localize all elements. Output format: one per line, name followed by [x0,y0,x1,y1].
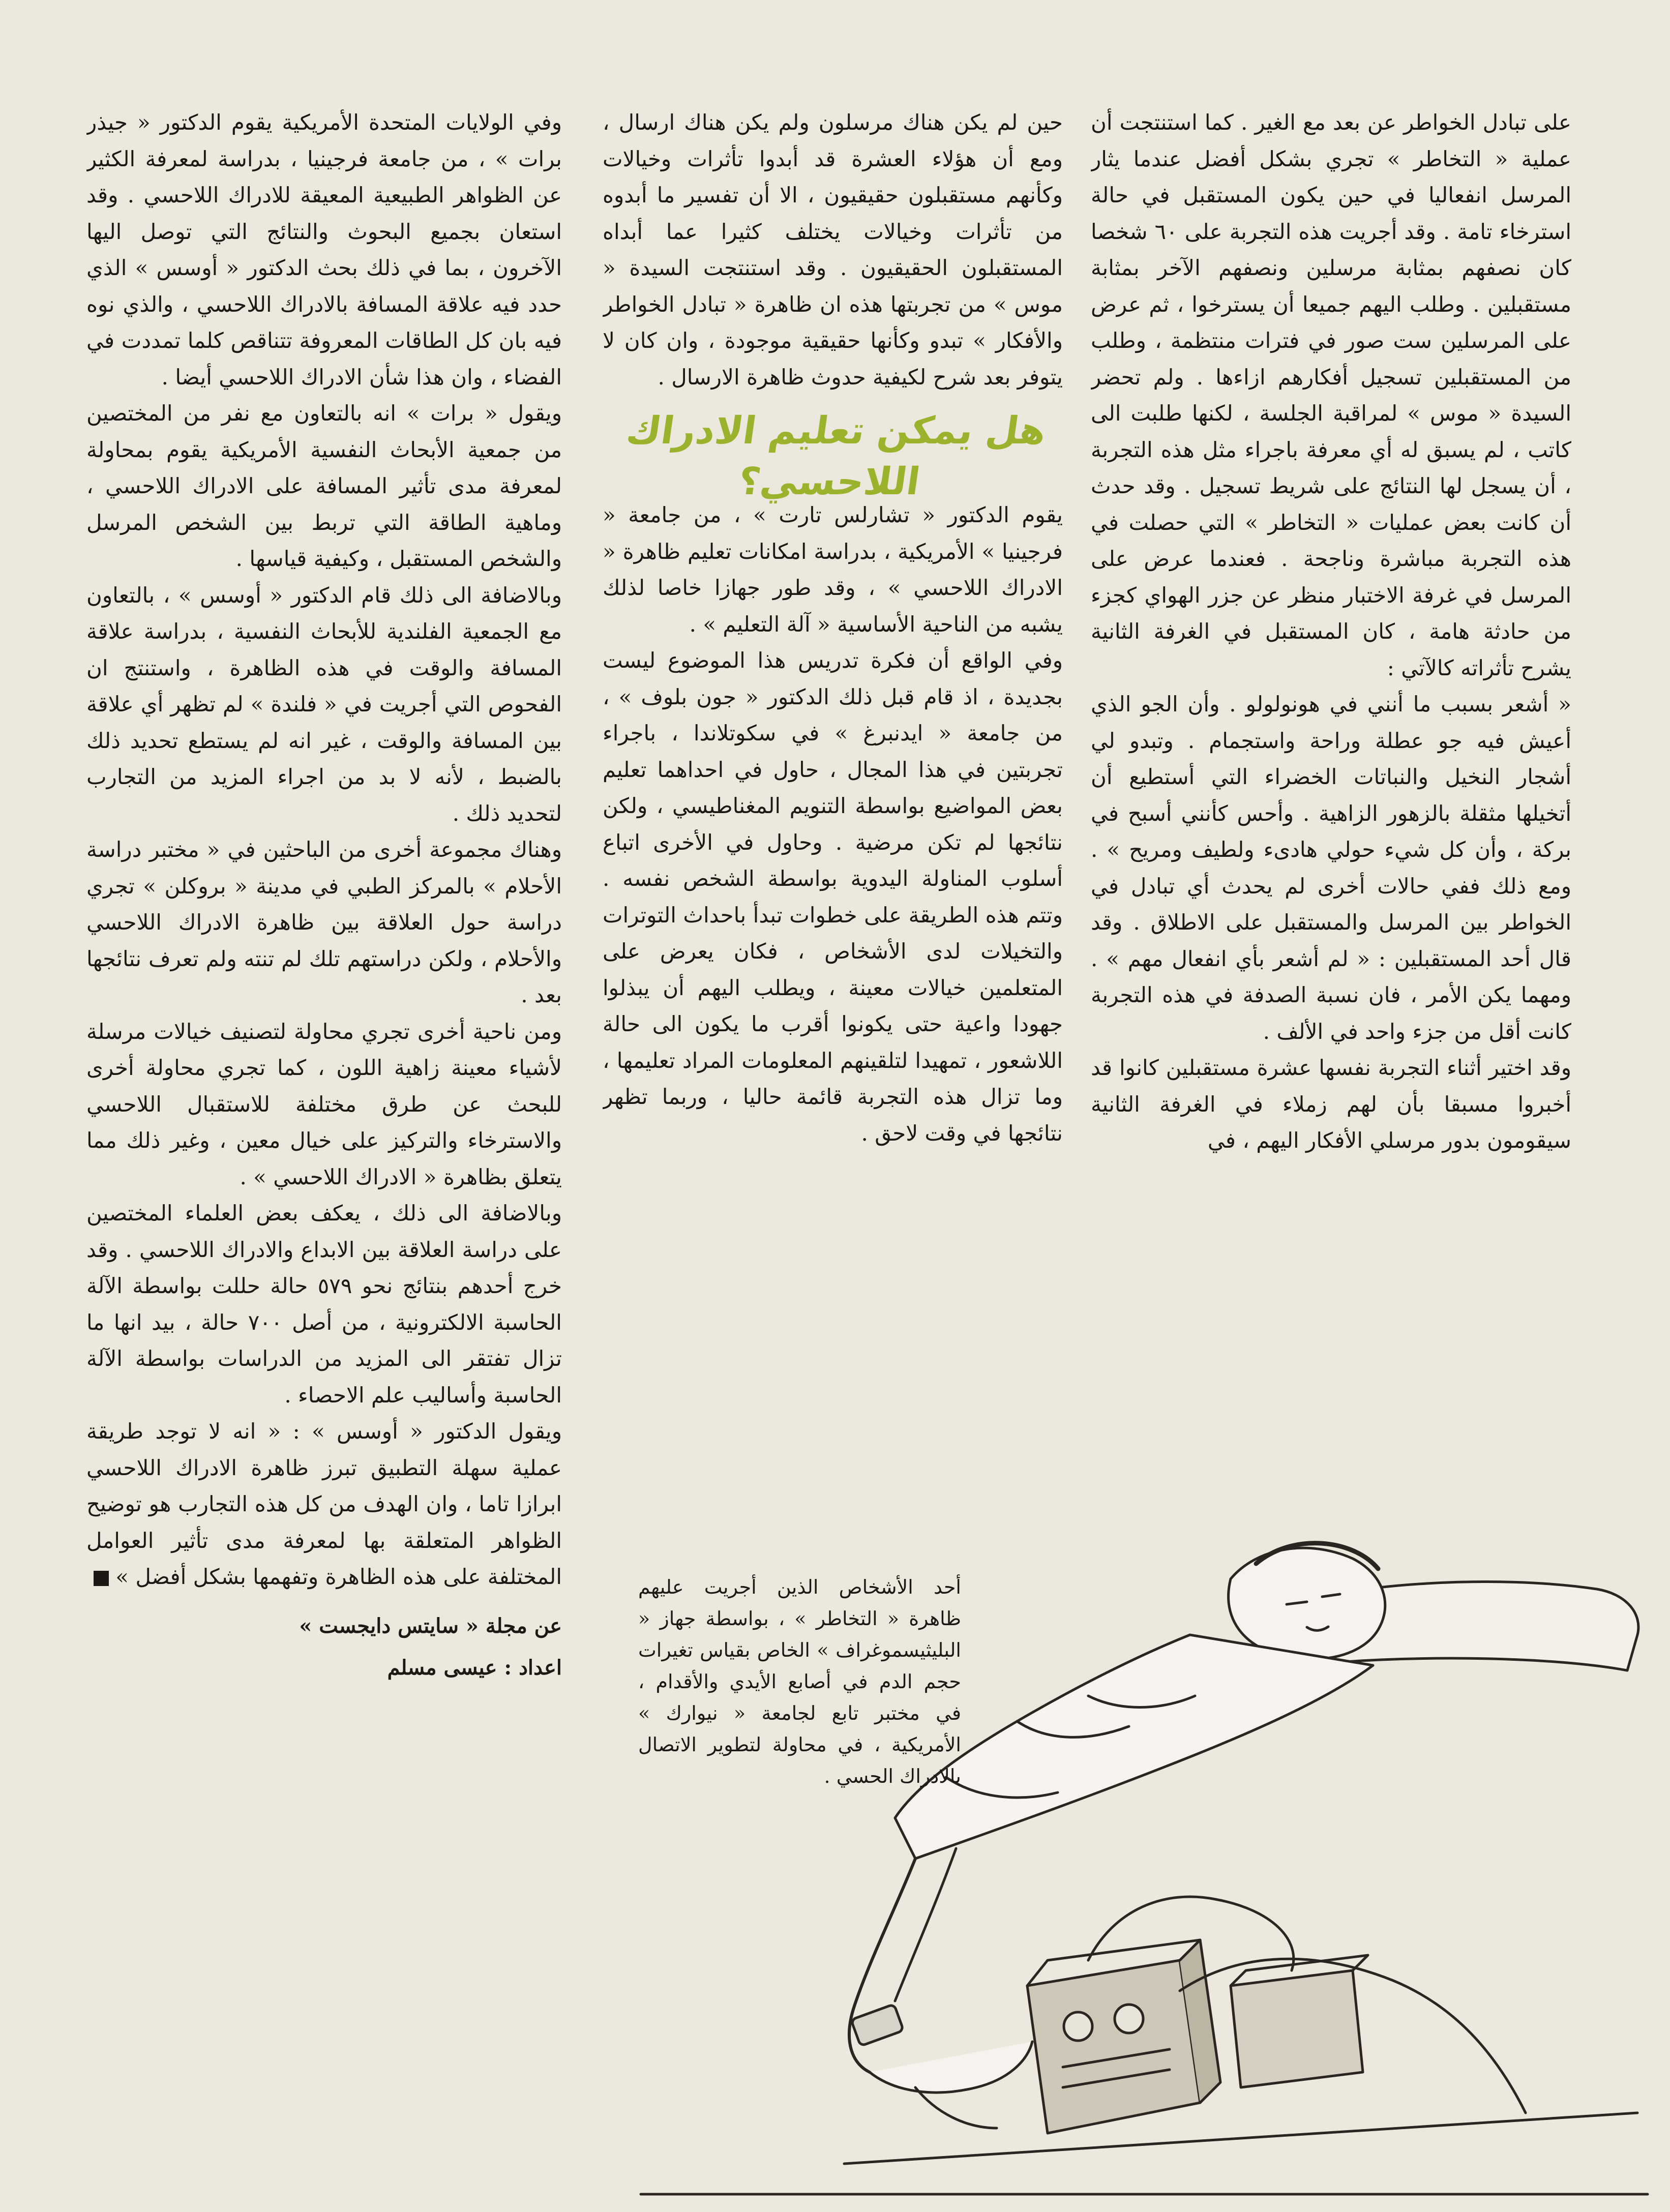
paragraph: « أشعر بسبب ما أنني في هونولولو . وأن الجو الذي أعيش فيه جو عطلة وراحة واستجمام . وتبدو لي أشجار النخيل والنباتات الخضراء التي أستطيع أن أتخيلها مثقلة بالزهور الزاهية . وأحس كأنني أسبح في بركة ، وأن كل شيء حولي هادىء ولطيف ومريح » . ومع ذلك ففي حالات أخرى لم يحدث أي تبادل في الخواطر بين المرسل والمستقبل على الاطلاق . وقد قال أحد المستقبلين : « لم أشعر بأي انفعال مهم » . ومهما يكن الأمر ، فان نسبة الصدفة في هذه التجربة كانت أقل من جزء واحد في الألف . [1091,692,1571,1044]
author-credit: اعداد : عيسى مسلم [387,1655,562,1680]
paragraph: يقوم الدكتور « تشارلس تارت » ، من جامعة « فرجينيا » الأمريكية ، بدراسة امكانات تعليم ظاهرة « الادراك اللاحسي » ، وقد طور جهازا خاصا لذلك يشبه من الناحية الأساسية « آلة التعليم » . [603,502,1063,637]
closing-quote-paragraph: ويقول الدكتور « أوسس » : « انه لا توجد طريقة عملية سهلة التطبيق تبرز ظاهرة الادراك اللاحسي ابرازا تاما ، وان الهدف من كل هذه التجارب هو توضيح الظواهر المتعلقة بها لمعرفة مدى تأثير العوامل المختلفة على هذه الظاهرة وتفهمها بشكل أفضل » [86,1419,562,1589]
paragraph: وبالاضافة الى ذلك قام الدكتور « أوسس » ، بالتعاون مع الجمعية الفلندية للأبحاث النفسية ، بدراسة علاقة المسافة والوقت في هذه الظاهرة ، واستنتج ان الفحوص التي أجريت في « فلندة » لم تظهر أي علاقة بين المسافة والوقت ، غير انه لم يستطع تحديد ذلك بالضبط ، لأنه لا بد من اجراء المزيد من التجارب لتحديد ذلك . [86,582,562,826]
paragraph: وفي الواقع أن فكرة تدريس هذا الموضوع ليست بجديدة ، اذ قام قبل ذلك الدكتور « جون بلوف » ، من جامعة « ايدنبرغ » في سكوتلاندا ، باجراء تجربتين في هذا المجال ، حاول في احداهما تعليم بعض المواضيع بواسطة التنويم المغناطيسي ، ولكن نتائجها لم تكن مرضية . وحاول في الأخرى اتباع أسلوب المناولة اليدوية بواسطة الشخص نفسه . وتتم هذه الطريقة على خطوات تبدأ باحداث التوترات والتخيلات لدى الأشخاص ، فكان يعرض على المتعلمين خيالات معينة ، ويطلب اليهم أن يبذلوا جهودا واعية حتى يكونوا أقرب ما يكون الى حالة اللاشعور ، تمهيدا لتلقينهم المعلومات المراد تعليمها ، وما تزال هذه التجربة قائمة حاليا ، وربما تظهر نتائجها في وقت لاحق . [603,648,1063,1146]
article-column-left [86,104,562,2148]
article-column-middle [603,104,1063,1518]
article-column-right [1091,104,1571,1543]
paragraph: وقد اختير أثناء التجربة نفسها عشرة مستقبلين كانوا قد أخبروا مسبقا بأن لهم زملاء في الغرفة الثانية سيقومون بدور مرسلي الأفكار اليهم ، في [1091,1055,1571,1153]
paragraph: وبالاضافة الى ذلك ، يعكف بعض العلماء المختصين على دراسة العلاقة بين الابداع والادراك اللاحسي . وقد خرج أحدهم بنتائج نحو ٥٧٩ حالة حللت بواسطة الآلة الحاسبة الالكترونية ، من أصل ٧٠٠ حالة ، بيد انها ما تزال تفتقر الى المزيد من الدراسات بواسطة الآلة الحاسبة وأساليب علم الاحصاء . [86,1201,562,1408]
paragraph [86,1413,562,1595]
image-caption: أحد الأشخاص الذين أجريت عليهم ظاهرة « التخاطر » ، بواسطة جهاز « البليثيسموغراف » الخاص بقياس تغيرات حجم الدم في أصابع الأيدي والأقدام ، في مختبر تابع لجامعة « نيوارك » الأمريكية ، في محاولة لتطوير الاتصال بالادراك الحسي . [638,1576,961,1787]
paragraph: حين لم يكن هناك مرسلون ولم يكن هناك ارسال ، ومع أن هؤلاء العشرة قد أبدوا تأثرات وخيالات وكأنهم مستقبلون حقيقيون ، الا أن تفسير ما أبدوه من تأثرات وخيالات يختلف كثيرا عما أبداه المستقبلون الحقيقيون . وقد استنتجت السيدة « موس » من تجربتها هذه ان ظاهرة « تبادل الخواطر والأفكار » تبدو وكأنها حقيقية موجودة ، وان كان لا يتوفر بعد شرح لكيفية حدوث ظاهرة الارسال . [603,110,1063,390]
article-credits [86,1605,562,1689]
paragraph: وفي الولايات المتحدة الأمريكية يقوم الدكتور « جيذر برات » ، من جامعة فرجينيا ، بدراسة لمعرفة الكثير عن الظواهر الطبيعية المعيقة للادراك اللاحسي . وقد استعان بجميع البحوث والنتائج التي توصل اليها الآخرون ، بما في ذلك بحث الدكتور « أوسس » الذي حدد فيه علاقة المسافة بالادراك اللاحسي ، والذي نوه فيه بان كل الطاقات المعروفة تتناقص كلما تمددت في الفضاء ، وان هذا شأن الادراك اللاحسي أيضا . [86,110,562,390]
source-credit: عن مجلة « سايتس دايجست » [299,1613,562,1638]
paragraph: ويقول « برات » انه بالتعاون مع نفر من المختصين من جمعية الأبحاث النفسية الأمريكية يقوم بمحاولة لمعرفة مدى تأثير المسافة على الادراك اللاحسي ، وماهية الطاقة التي تربط بين الشخص المرسل والشخص المستقبل ، وكيفية قياسها . [86,401,562,571]
paragraph: على تبادل الخواطر عن بعد مع الغير . كما استنتجت أن عملية « التخاطر » تجري بشكل أفضل عندما يثار المرسل انفعاليا في حين يكون المستقبل في حالة استرخاء تامة . وقد أجريت هذه التجربة على ٦٠ شخصا كان نصفهم بمثابة مرسلين ونصفهم الآخر بمثابة مستقبلين . وطلب اليهم جميعا أن يسترخوا ، ثم عرض على المرسلين ست صور في فترات منتظمة ، وطلب من المستقبلين تسجيل أفكارهم ازاءها . ولم تحضر السيدة « موس » لمراقبة الجلسة ، لكنها طلبت الى كاتب ، لم يسبق له أي معرفة باجراء مثل هذه التجربة ، أن يسجل لها النتائج على شريط تسجيل . وقد حدث أن كانت بعض عمليات « التخاطر » التي حصلت في هذه التجربة مباشرة وناجحة . فعندما عرض على المرسل في غرفة الاختبار منظر عن جزر الهواي كجزء من حادثة هامة ، كان المستقبل في الغرفة الثانية يشرح تأثراته كالآتي : [1091,110,1571,680]
paragraph: ومن ناحية أخرى تجري محاولة لتصنيف خيالات مرسلة لأشياء معينة زاهية اللون ، كما تجري محاولة أخرى للبحث عن طرق مختلفة للاستقبال اللاحسي والاسترخاء والتركيز على خيال معين ، وغير ذلك مما يتعلق بظاهرة « الادراك اللاحسي » . [86,1019,562,1189]
section-heading [603,395,1063,503]
end-of-article-mark [94,1571,109,1586]
paragraph: وهناك مجموعة أخرى من الباحثين في « مختبر دراسة الأحلام » بالمركز الطبي في مدينة « بروكلن » تجري دراسة حول العلاقة بين ظاهرة الادراك اللاحسي والأحلام ، ولكن دراستهم تلك لم تنته ولم تعرف نتائجها بعد . [86,837,562,1007]
section-heading-text: هل يمكن تعليم الادراك اللاحسي؟ [623,409,1049,503]
